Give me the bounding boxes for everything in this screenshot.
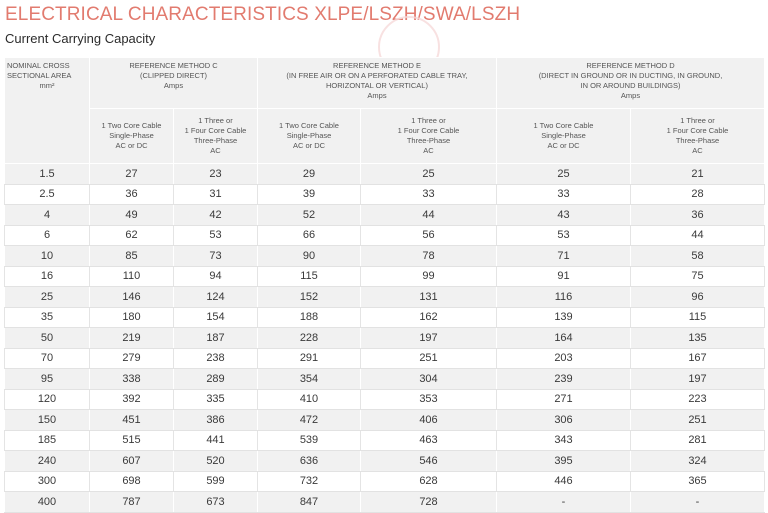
amps-cell: 395 — [497, 451, 631, 472]
amps-cell: 56 — [361, 225, 497, 246]
amps-cell: 180 — [90, 307, 174, 328]
amps-cell: 238 — [174, 348, 258, 369]
amps-cell: 228 — [258, 328, 361, 349]
amps-cell: 386 — [174, 410, 258, 431]
amps-cell: 732 — [258, 471, 361, 492]
table-row — [5, 492, 765, 513]
amps-cell: 53 — [174, 225, 258, 246]
method-c-header: REFERENCE METHOD C (CLIPPED DIRECT) Amps — [90, 58, 258, 109]
amps-cell: 94 — [174, 266, 258, 287]
amps-cell: 110 — [90, 266, 174, 287]
page-title: ELECTRICAL CHARACTERISTICS XLPE/LSZH/SWA/LSZH — [5, 4, 521, 25]
amps-cell: 271 — [497, 389, 631, 410]
amps-cell: 131 — [361, 287, 497, 308]
amps-cell: 847 — [258, 492, 361, 513]
amps-cell: 28 — [631, 184, 765, 205]
amps-cell: 53 — [497, 225, 631, 246]
amps-cell: 392 — [90, 389, 174, 410]
amps-cell: 25 — [497, 164, 631, 185]
amps-cell: 25 — [361, 164, 497, 185]
amps-cell: 335 — [174, 389, 258, 410]
amps-cell: 338 — [90, 369, 174, 390]
amps-cell: 78 — [361, 246, 497, 267]
amps-cell: 52 — [258, 205, 361, 226]
amps-cell: 520 — [174, 451, 258, 472]
table-row — [5, 451, 765, 472]
amps-cell: 539 — [258, 430, 361, 451]
amps-cell: 96 — [631, 287, 765, 308]
amps-cell: 85 — [90, 246, 174, 267]
area-cell: 70 — [5, 348, 90, 369]
area-cell: 16 — [5, 266, 90, 287]
amps-cell: 197 — [631, 369, 765, 390]
amps-cell: 324 — [631, 451, 765, 472]
cable-type-header: 1 Two Core Cable Single-Phase AC or DC — [258, 109, 361, 164]
amps-cell: 515 — [90, 430, 174, 451]
amps-cell: 139 — [497, 307, 631, 328]
cable-type-header: 1 Three or 1 Four Core Cable Three-Phase AC — [631, 109, 765, 164]
amps-cell: 636 — [258, 451, 361, 472]
amps-cell: 90 — [258, 246, 361, 267]
amps-cell: 115 — [258, 266, 361, 287]
amps-cell: 27 — [90, 164, 174, 185]
method-e-header: REFERENCE METHOD E (IN FREE AIR OR ON A PERFORATED CABLE TRAY, HORIZONTAL OR VERTICAL) Amps — [258, 58, 497, 109]
amps-cell: 31 — [174, 184, 258, 205]
amps-cell: 607 — [90, 451, 174, 472]
table-row — [5, 225, 765, 246]
amps-cell: 152 — [258, 287, 361, 308]
table-row — [5, 348, 765, 369]
amps-cell: 43 — [497, 205, 631, 226]
amps-cell: 628 — [361, 471, 497, 492]
cable-type-header: 1 Two Core Cable Single-Phase AC or DC — [90, 109, 174, 164]
table-row — [5, 430, 765, 451]
area-cell: 4 — [5, 205, 90, 226]
page-subtitle: Current Carrying Capacity — [5, 31, 156, 46]
amps-cell: 223 — [631, 389, 765, 410]
amps-cell: 62 — [90, 225, 174, 246]
amps-cell: 291 — [258, 348, 361, 369]
amps-cell: 33 — [361, 184, 497, 205]
table-row — [5, 205, 765, 226]
amps-cell: 135 — [631, 328, 765, 349]
amps-cell: 472 — [258, 410, 361, 431]
amps-cell: 451 — [90, 410, 174, 431]
amps-cell: 251 — [361, 348, 497, 369]
amps-cell: 162 — [361, 307, 497, 328]
amps-cell: 406 — [361, 410, 497, 431]
amps-cell: 281 — [631, 430, 765, 451]
amps-cell: 66 — [258, 225, 361, 246]
area-header: NOMINAL CROSS SECTIONAL AREA mm² — [5, 58, 90, 164]
amps-cell: 187 — [174, 328, 258, 349]
amps-cell: 203 — [497, 348, 631, 369]
table-row — [5, 184, 765, 205]
amps-cell: 124 — [174, 287, 258, 308]
amps-cell: 343 — [497, 430, 631, 451]
current-capacity-table — [4, 57, 765, 513]
amps-cell: 164 — [497, 328, 631, 349]
amps-cell: 23 — [174, 164, 258, 185]
amps-cell: 73 — [174, 246, 258, 267]
amps-cell: 49 — [90, 205, 174, 226]
amps-cell: - — [631, 492, 765, 513]
cable-type-header: 1 Three or 1 Four Core Cable Three-Phase AC — [361, 109, 497, 164]
area-cell: 120 — [5, 389, 90, 410]
cable-type-header: 1 Three or 1 Four Core Cable Three-Phase AC — [174, 109, 258, 164]
table-row — [5, 369, 765, 390]
cable-type-header: 1 Two Core Cable Single-Phase AC or DC — [497, 109, 631, 164]
amps-cell: 728 — [361, 492, 497, 513]
table-row — [5, 328, 765, 349]
table-row — [5, 164, 765, 185]
amps-cell: 167 — [631, 348, 765, 369]
amps-cell: 599 — [174, 471, 258, 492]
area-cell: 150 — [5, 410, 90, 431]
table-row — [5, 307, 765, 328]
table-row — [5, 246, 765, 267]
table-row — [5, 266, 765, 287]
area-cell: 10 — [5, 246, 90, 267]
amps-cell: 154 — [174, 307, 258, 328]
area-cell: 2.5 — [5, 184, 90, 205]
amps-cell: 251 — [631, 410, 765, 431]
area-cell: 300 — [5, 471, 90, 492]
area-cell: 35 — [5, 307, 90, 328]
amps-cell: 42 — [174, 205, 258, 226]
amps-cell: 29 — [258, 164, 361, 185]
amps-cell: 91 — [497, 266, 631, 287]
amps-cell: 71 — [497, 246, 631, 267]
amps-cell: 353 — [361, 389, 497, 410]
table-row — [5, 287, 765, 308]
amps-cell: 75 — [631, 266, 765, 287]
amps-cell: 463 — [361, 430, 497, 451]
amps-cell: 99 — [361, 266, 497, 287]
amps-cell: 446 — [497, 471, 631, 492]
amps-cell: 116 — [497, 287, 631, 308]
amps-cell: 289 — [174, 369, 258, 390]
amps-cell: 219 — [90, 328, 174, 349]
amps-cell: 354 — [258, 369, 361, 390]
amps-cell: 546 — [361, 451, 497, 472]
area-cell: 185 — [5, 430, 90, 451]
amps-cell: 441 — [174, 430, 258, 451]
table-row — [5, 471, 765, 492]
area-cell: 6 — [5, 225, 90, 246]
amps-cell: 36 — [90, 184, 174, 205]
amps-cell: 673 — [174, 492, 258, 513]
amps-cell: 44 — [631, 225, 765, 246]
amps-cell: 410 — [258, 389, 361, 410]
amps-cell: 197 — [361, 328, 497, 349]
amps-cell: 58 — [631, 246, 765, 267]
area-cell: 50 — [5, 328, 90, 349]
method-d-header: REFERENCE METHOD D (DIRECT IN GROUND OR IN DUCTING, IN GROUND, IN OR AROUND BUILDINGS) Amps — [497, 58, 765, 109]
amps-cell: 188 — [258, 307, 361, 328]
area-cell: 240 — [5, 451, 90, 472]
amps-cell: 279 — [90, 348, 174, 369]
amps-cell: 36 — [631, 205, 765, 226]
amps-cell: - — [497, 492, 631, 513]
area-cell: 25 — [5, 287, 90, 308]
table-row — [5, 389, 765, 410]
amps-cell: 365 — [631, 471, 765, 492]
area-cell: 95 — [5, 369, 90, 390]
table-row — [5, 410, 765, 431]
amps-cell: 698 — [90, 471, 174, 492]
area-cell: 400 — [5, 492, 90, 513]
amps-cell: 146 — [90, 287, 174, 308]
amps-cell: 39 — [258, 184, 361, 205]
amps-cell: 787 — [90, 492, 174, 513]
area-cell: 1.5 — [5, 164, 90, 185]
amps-cell: 44 — [361, 205, 497, 226]
amps-cell: 239 — [497, 369, 631, 390]
amps-cell: 115 — [631, 307, 765, 328]
amps-cell: 33 — [497, 184, 631, 205]
amps-cell: 306 — [497, 410, 631, 431]
amps-cell: 21 — [631, 164, 765, 185]
amps-cell: 304 — [361, 369, 497, 390]
